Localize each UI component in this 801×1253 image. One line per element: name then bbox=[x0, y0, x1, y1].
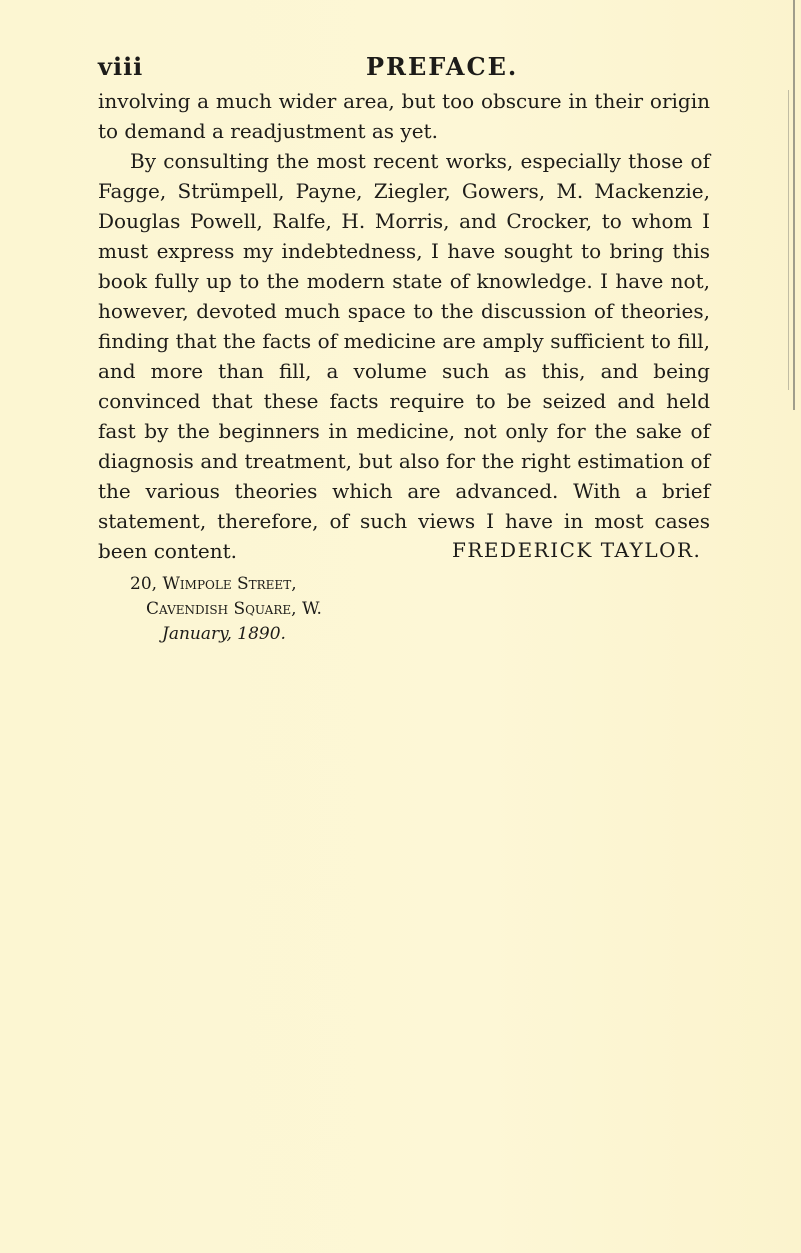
address-date: January, 1890. bbox=[162, 624, 286, 644]
author-signature: FREDERICK TAYLOR. bbox=[452, 538, 702, 562]
page-edge-shadow bbox=[793, 0, 795, 410]
address-square: Cavendish Square, W. bbox=[146, 599, 322, 619]
page-edge-shadow-inner bbox=[788, 90, 789, 390]
address-street: 20, Wimpole Street, bbox=[130, 574, 297, 594]
running-head bbox=[98, 52, 710, 82]
page-number: viii bbox=[98, 52, 144, 81]
address-block bbox=[98, 572, 322, 647]
preface-body bbox=[98, 86, 710, 566]
running-title: PREFACE. bbox=[366, 52, 519, 81]
paragraph-continued: involving a much wider area, but too obscure in their origin to demand a readjustment as yet. bbox=[98, 89, 710, 143]
paragraph-main: By consulting the most recent works, especially those of Fagge, Strümpell, Payne, Ziegler, Gowers, M. Mackenzie, Douglas Powell, Ralfe, H. Morris, and Crocker, to whom I must express my indebtedness, I have sought to bring this book fully up to the modern state of knowledge. I have not, however, devoted much space to the discussion of theories, finding that the facts of medicine are amply sufficient to fill, and more than fill, a volume such as this, and being convinced that these facts require to be seized and held fast by the beginners in medicine, not only for the sake of diagnosis and treatment, but also for the right estimation of the various theories which are advanced. With a brief statement, therefore, of such views I have in most cases been content. bbox=[98, 149, 710, 563]
